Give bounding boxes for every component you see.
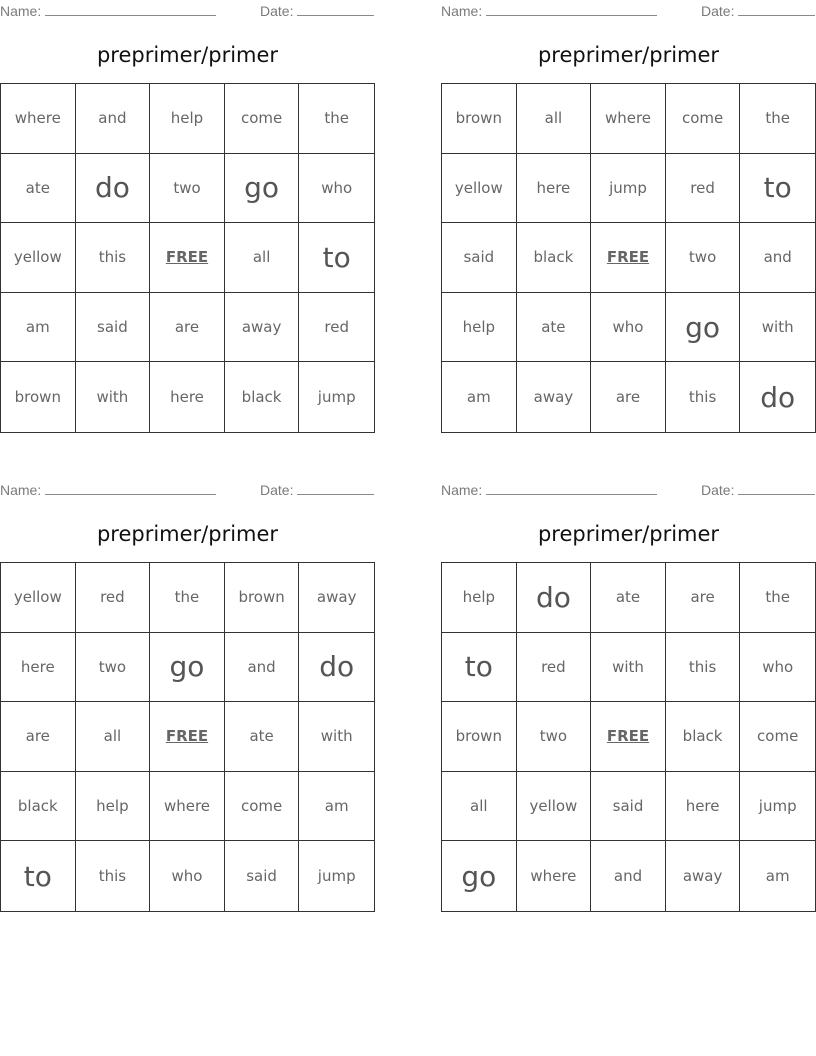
word-cell: ate: [517, 293, 592, 363]
word-cell: go: [442, 841, 517, 911]
free-space-cell: FREE: [150, 702, 225, 772]
word-cell: this: [666, 362, 741, 432]
word-cell: red: [76, 563, 151, 633]
word-cell: brown: [442, 84, 517, 154]
name-label: Name:: [0, 482, 42, 498]
date-field: [260, 480, 374, 499]
word-cell: do: [760, 380, 796, 414]
word-cell: are: [591, 362, 666, 432]
word-cell: am: [442, 362, 517, 432]
word-cell: this: [666, 633, 741, 703]
word-cell: here: [1, 633, 76, 703]
word-cell: am: [299, 772, 374, 842]
name-blank-line: [486, 1, 657, 16]
word-cell: to: [442, 633, 517, 703]
bingo-card: [441, 0, 816, 432]
bingo-grid: [441, 562, 816, 912]
word-cell: come: [225, 84, 300, 154]
word-cell: away: [299, 563, 374, 633]
word-cell: where: [1, 84, 76, 154]
word-cell: yellow: [517, 772, 592, 842]
word-cell: here: [666, 772, 741, 842]
card-title: preprimer/primer: [537, 43, 720, 67]
word-cell: red: [517, 633, 592, 703]
word-cell: and: [591, 841, 666, 911]
word-cell: two: [76, 633, 151, 703]
word-cell: black: [666, 702, 741, 772]
word-cell: two: [517, 702, 592, 772]
free-space-cell: FREE: [591, 223, 666, 293]
word-cell: ate: [1, 154, 76, 224]
name-field: [441, 1, 657, 20]
word-cell: and: [740, 223, 815, 293]
bingo-card: [441, 479, 816, 911]
word-cell: here: [150, 362, 225, 432]
card-title: preprimer/primer: [537, 522, 720, 546]
word-cell: red: [666, 154, 741, 224]
word-cell: the: [150, 563, 225, 633]
word-cell: with: [740, 293, 815, 363]
word-cell: yellow: [1, 223, 76, 293]
word-cell: yellow: [1, 563, 76, 633]
word-cell: am: [1, 293, 76, 363]
word-cell: said: [225, 841, 300, 911]
word-cell: all: [517, 84, 592, 154]
word-cell: do: [299, 633, 374, 703]
word-cell: are: [666, 563, 741, 633]
word-cell: all: [442, 772, 517, 842]
word-cell: brown: [1, 362, 76, 432]
name-label: Name:: [441, 3, 483, 19]
name-blank-line: [45, 1, 216, 16]
name-field: [0, 1, 216, 20]
word-cell: away: [517, 362, 592, 432]
word-cell: come: [740, 702, 815, 772]
date-label: Date:: [260, 3, 294, 19]
name-field: [0, 480, 216, 499]
word-cell: the: [740, 563, 815, 633]
word-cell: to: [299, 223, 374, 293]
word-cell: and: [76, 84, 151, 154]
word-cell: do: [517, 563, 592, 633]
word-cell: are: [150, 293, 225, 363]
bingo-card: [0, 479, 375, 911]
date-blank-line: [297, 480, 374, 495]
word-cell: come: [666, 84, 741, 154]
bingo-grid: [0, 562, 375, 912]
word-cell: brown: [442, 702, 517, 772]
word-cell: ate: [591, 563, 666, 633]
word-cell: black: [225, 362, 300, 432]
word-cell: to: [740, 154, 815, 224]
word-cell: away: [225, 293, 300, 363]
word-cell: jump: [317, 867, 356, 886]
word-cell: the: [299, 84, 374, 154]
word-cell: where: [517, 841, 592, 911]
date-label: Date:: [260, 482, 294, 498]
date-label: Date:: [701, 482, 735, 498]
bingo-card: [0, 0, 375, 432]
word-cell: who: [299, 154, 374, 224]
word-cell: said: [76, 293, 151, 363]
bingo-grid: [0, 83, 375, 433]
word-cell: yellow: [442, 154, 517, 224]
free-space-cell: FREE: [150, 223, 225, 293]
word-cell: am: [765, 867, 790, 886]
name-label: Name:: [0, 3, 42, 19]
word-cell: go: [225, 154, 300, 224]
word-cell: who: [740, 633, 815, 703]
word-cell: all: [76, 702, 151, 772]
word-cell: with: [591, 633, 666, 703]
name-blank-line: [486, 480, 657, 495]
word-cell: go: [150, 633, 225, 703]
word-cell: with: [76, 362, 151, 432]
word-cell: help: [76, 772, 151, 842]
word-cell: the: [740, 84, 815, 154]
word-cell: said: [442, 223, 517, 293]
name-blank-line: [45, 480, 216, 495]
word-cell: go: [666, 293, 741, 363]
word-cell: to: [1, 841, 76, 911]
word-cell: jump: [591, 154, 666, 224]
word-cell: jump: [740, 772, 815, 842]
date-field: [701, 1, 815, 20]
word-cell: all: [225, 223, 300, 293]
word-cell: where: [150, 772, 225, 842]
word-cell: black: [517, 223, 592, 293]
word-cell: this: [76, 223, 151, 293]
free-space-cell: FREE: [591, 702, 666, 772]
word-cell: who: [591, 293, 666, 363]
word-cell: with: [299, 702, 374, 772]
word-cell: and: [225, 633, 300, 703]
date-label: Date:: [701, 3, 735, 19]
word-cell: this: [76, 841, 151, 911]
bingo-grid: [441, 83, 816, 433]
card-title: preprimer/primer: [96, 522, 279, 546]
word-cell: away: [666, 841, 741, 911]
name-field: [441, 480, 657, 499]
word-cell: ate: [225, 702, 300, 772]
word-cell: where: [591, 84, 666, 154]
date-field: [701, 480, 815, 499]
word-cell: black: [1, 772, 76, 842]
card-title: preprimer/primer: [96, 43, 279, 67]
date-blank-line: [738, 480, 815, 495]
word-cell: red: [299, 293, 374, 363]
word-cell: brown: [225, 563, 300, 633]
word-cell: do: [76, 154, 151, 224]
date-blank-line: [297, 1, 374, 16]
word-cell: who: [150, 841, 225, 911]
word-cell: two: [150, 154, 225, 224]
date-field: [260, 1, 374, 20]
word-cell: are: [1, 702, 76, 772]
word-cell: here: [517, 154, 592, 224]
word-cell: help: [442, 293, 517, 363]
name-label: Name:: [441, 482, 483, 498]
word-cell: come: [225, 772, 300, 842]
word-cell: help: [442, 563, 517, 633]
date-blank-line: [738, 1, 815, 16]
word-cell: said: [591, 772, 666, 842]
word-cell: two: [666, 223, 741, 293]
word-cell: jump: [317, 388, 356, 407]
word-cell: help: [150, 84, 225, 154]
